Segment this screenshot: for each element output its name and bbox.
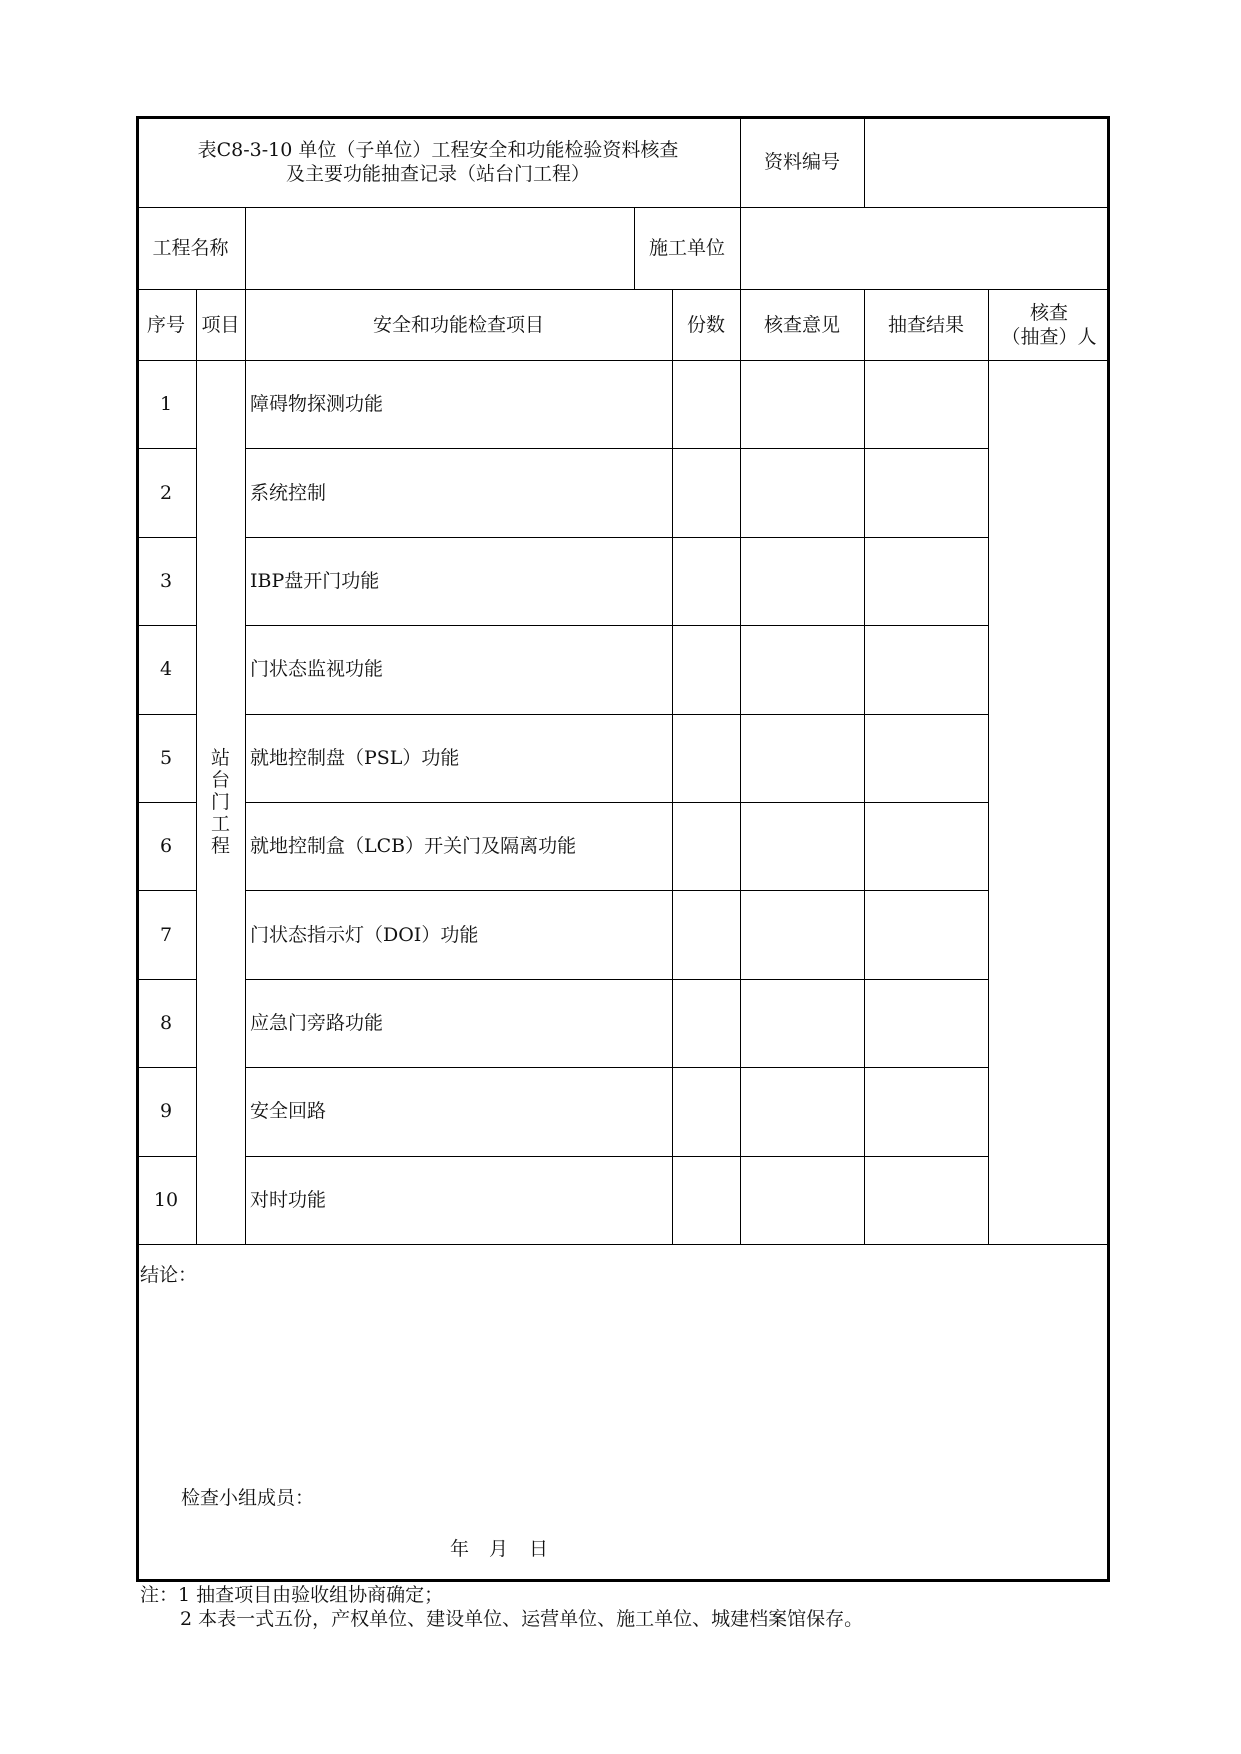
col-header-check-item: 安全和功能检查项目: [372, 313, 544, 336]
row-seq: 3: [159, 569, 173, 592]
row-check-item: 系统控制: [250, 481, 327, 504]
members-label: 检查小组成员：: [181, 1487, 315, 1509]
col-header-checker: [988, 289, 1110, 360]
row-seq: 10: [153, 1188, 179, 1211]
row-opinion-field[interactable]: [740, 714, 864, 802]
category-char: 门: [210, 791, 230, 813]
row-check-item: 门状态指示灯（DOI）功能: [250, 923, 479, 946]
category-char: 站: [210, 747, 230, 769]
form-title: [136, 116, 740, 207]
col-header-spot-result: 抽查结果: [887, 313, 964, 336]
row-result-field[interactable]: [864, 625, 988, 713]
row-copies-field[interactable]: [672, 448, 740, 536]
row-opinion-field[interactable]: [740, 1156, 864, 1244]
row-opinion-field[interactable]: [740, 360, 864, 448]
col-header-item: 项目: [201, 313, 240, 336]
category-char: 程: [210, 835, 230, 857]
category-char: 台: [210, 769, 230, 791]
row-seq: 4: [159, 658, 173, 681]
row-copies-field[interactable]: [672, 625, 740, 713]
row-copies-field[interactable]: [672, 714, 740, 802]
row-copies-field[interactable]: [672, 1067, 740, 1155]
project-name-label: 工程名称: [152, 237, 229, 259]
row-check-item: 对时功能: [250, 1188, 327, 1211]
col-header-copies: 份数: [686, 313, 725, 336]
row-opinion-field[interactable]: [740, 890, 864, 978]
row-copies-field[interactable]: [672, 979, 740, 1067]
note-line-2: 2 本表一式五份，产权单位、建设单位、运营单位、施工单位、城建档案馆保存。: [180, 1608, 864, 1630]
row-check-item: 门状态监视功能: [250, 658, 384, 681]
doc-no-field[interactable]: [864, 116, 1110, 207]
form-title-line1: 表C8-3-10 单位（子单位）工程安全和功能检验资料核查: [197, 138, 679, 161]
checker-field[interactable]: [988, 360, 1110, 1244]
col-header-review-opinion: 核查意见: [763, 313, 840, 336]
row-check-item: 应急门旁路功能: [250, 1011, 384, 1034]
row-result-field[interactable]: [864, 802, 988, 890]
row-copies-field[interactable]: [672, 360, 740, 448]
col-header-checker-line2: （抽查）人: [1001, 325, 1097, 348]
contractor-field[interactable]: [740, 207, 1110, 289]
row-result-field[interactable]: [864, 890, 988, 978]
date-day: 日: [529, 1538, 549, 1560]
col-header-seq: 序号: [146, 313, 185, 336]
row-seq: 9: [159, 1100, 173, 1123]
row-result-field[interactable]: [864, 1067, 988, 1155]
date-month: 月: [489, 1538, 509, 1560]
rule-table-bottom: [136, 1244, 1110, 1245]
row-seq: 8: [159, 1011, 173, 1034]
row-check-item: 安全回路: [250, 1100, 327, 1123]
row-copies-field[interactable]: [672, 890, 740, 978]
row-result-field[interactable]: [864, 979, 988, 1067]
conclusion-field[interactable]: [140, 1290, 1106, 1470]
conclusion-label: 结论：: [140, 1264, 198, 1286]
contractor-label: 施工单位: [648, 237, 725, 259]
row-copies-field[interactable]: [672, 802, 740, 890]
row-opinion-field[interactable]: [740, 537, 864, 625]
row-check-item: 就地控制盒（LCB）开关门及隔离功能: [250, 835, 577, 858]
form-title-line2: 及主要功能抽查记录（站台门工程）: [285, 162, 590, 185]
category-label: [196, 360, 245, 1244]
row-opinion-field[interactable]: [740, 1067, 864, 1155]
row-result-field[interactable]: [864, 1156, 988, 1244]
row-seq: 5: [159, 746, 173, 769]
row-check-item: IBP盘开门功能: [250, 569, 380, 592]
row-result-field[interactable]: [864, 360, 988, 448]
row-seq: 1: [159, 393, 173, 416]
row-opinion-field[interactable]: [740, 979, 864, 1067]
row-seq: 2: [159, 481, 173, 504]
row-opinion-field[interactable]: [740, 448, 864, 536]
row-seq: 7: [159, 923, 173, 946]
category-char: 工: [210, 813, 230, 835]
note-line-1: 注：1 抽查项目由验收组协商确定；: [140, 1584, 444, 1606]
doc-no-label: 资料编号: [763, 150, 840, 173]
row-result-field[interactable]: [864, 448, 988, 536]
row-check-item: 障碍物探测功能: [250, 393, 384, 416]
row-copies-field[interactable]: [672, 1156, 740, 1244]
row-seq: 6: [159, 835, 173, 858]
row-opinion-field[interactable]: [740, 802, 864, 890]
row-opinion-field[interactable]: [740, 625, 864, 713]
col-header-checker-line1: 核查: [1029, 301, 1068, 324]
row-check-item: 就地控制盘（PSL）功能: [250, 746, 460, 769]
project-name-field[interactable]: [245, 207, 634, 289]
row-copies-field[interactable]: [672, 537, 740, 625]
row-result-field[interactable]: [864, 537, 988, 625]
date-year: 年: [450, 1538, 470, 1560]
row-result-field[interactable]: [864, 714, 988, 802]
